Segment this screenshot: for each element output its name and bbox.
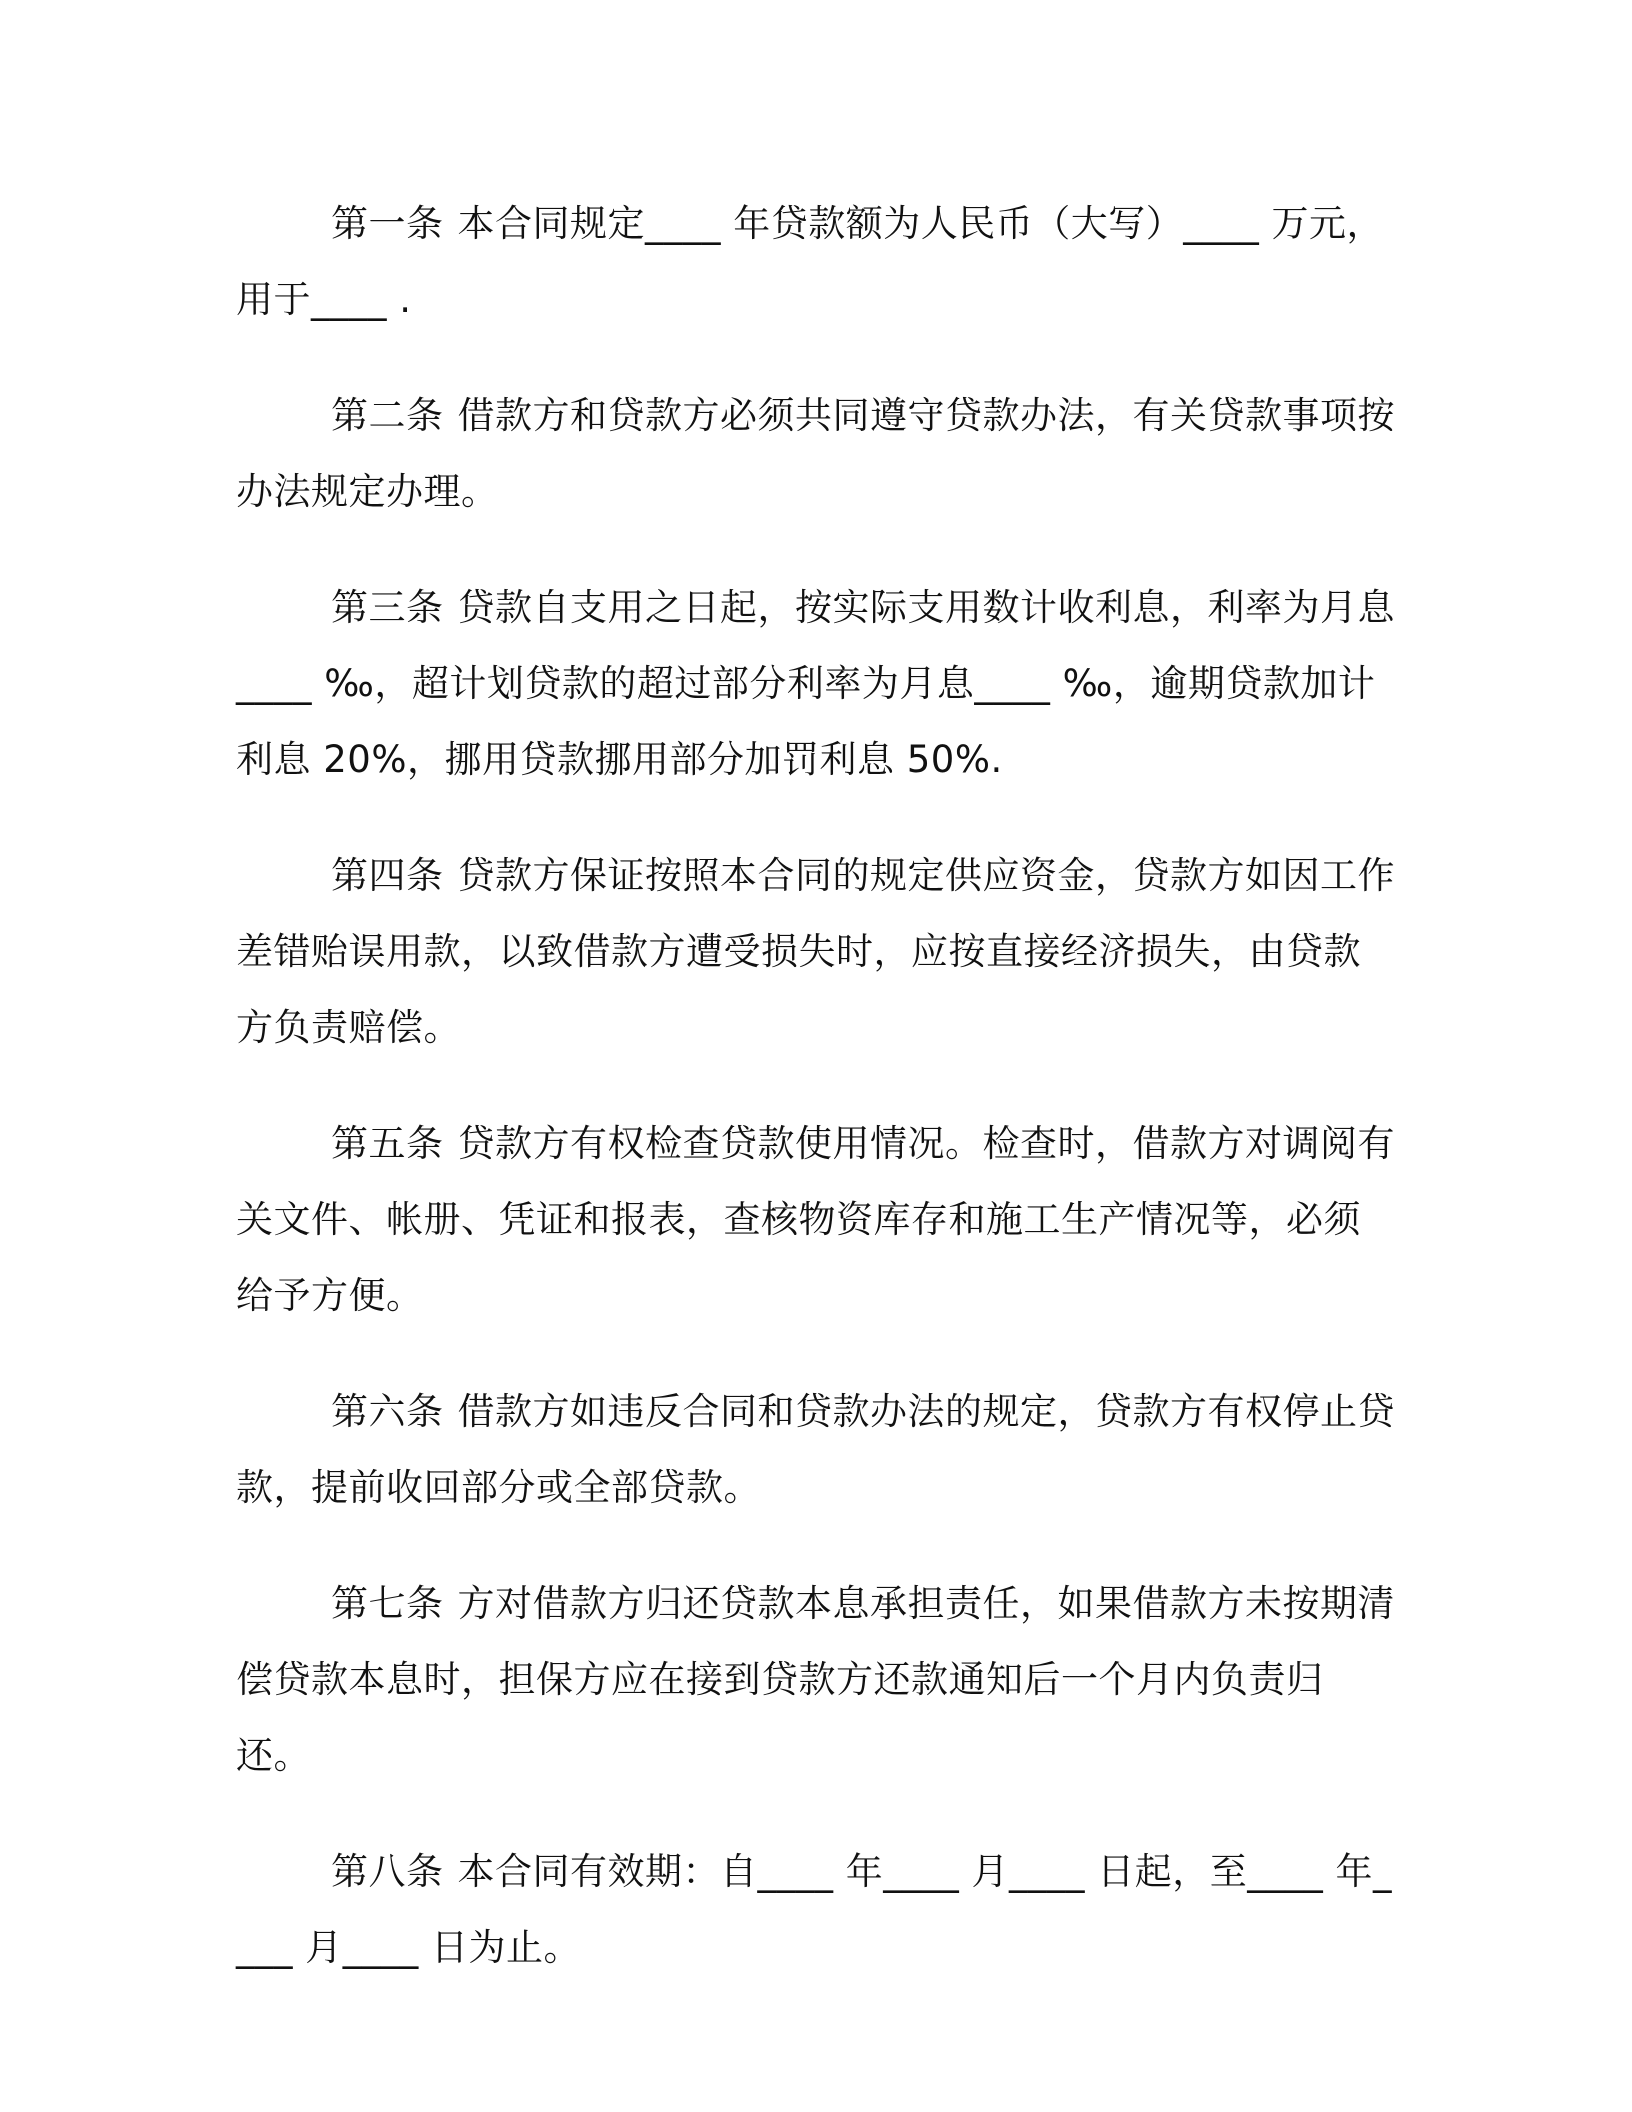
article-text: 贷款自支用之日起，按实际支用数计收利息，利率为月息____ ‰，超计划贷款的超过部分利率为月息____ ‰，逾期贷款加计利息 20%，挪用贷款挪用部分加罚利息 50%. [236,586,1395,781]
article-label: 第八条 [331,1850,444,1893]
article-label: 第七条 [331,1582,444,1625]
article-7 [236,1566,1396,1794]
article-2 [236,378,1396,530]
article-5 [236,1106,1396,1334]
article-label: 第四条 [331,854,444,897]
article-text: 方对借款方归还贷款本息承担责任，如果借款方未按期清偿贷款本息时，担保方应在接到贷款方还款通知后一个月内负责归还。 [236,1582,1395,1777]
article-1 [236,186,1396,338]
contract-body [236,186,1396,2026]
article-text: 借款方如违反合同和贷款办法的规定，贷款方有权停止贷款，提前收回部分或全部贷款。 [236,1390,1395,1509]
article-label: 第二条 [331,394,444,437]
article-4 [236,838,1396,1066]
article-label: 第六条 [331,1390,444,1433]
article-6 [236,1374,1396,1526]
article-text: 贷款方保证按照本合同的规定供应资金，贷款方如因工作差错贻误用款，以致借款方遭受损失时，应按直接经济损失，由贷款方负责赔偿。 [236,854,1395,1049]
article-text: 本合同规定____ 年贷款额为人民币（大写）____ 万元，用于____ . [236,202,1385,321]
article-text: 借款方和贷款方必须共同遵守贷款办法，有关贷款事项按办法规定办理。 [236,394,1395,513]
article-text: 本合同有效期：自____ 年____ 月____ 日起，至____ 年____ 月____ 日为止。 [236,1850,1393,1969]
article-text: 贷款方有权检查贷款使用情况。检查时，借款方对调阅有关文件、帐册、凭证和报表，查核物资库存和施工生产情况等，必须给予方便。 [236,1122,1395,1317]
article-8 [236,1834,1396,1986]
article-label: 第五条 [331,1122,444,1165]
article-3 [236,570,1396,798]
article-label: 第一条 [331,202,444,245]
article-label: 第三条 [331,586,444,629]
